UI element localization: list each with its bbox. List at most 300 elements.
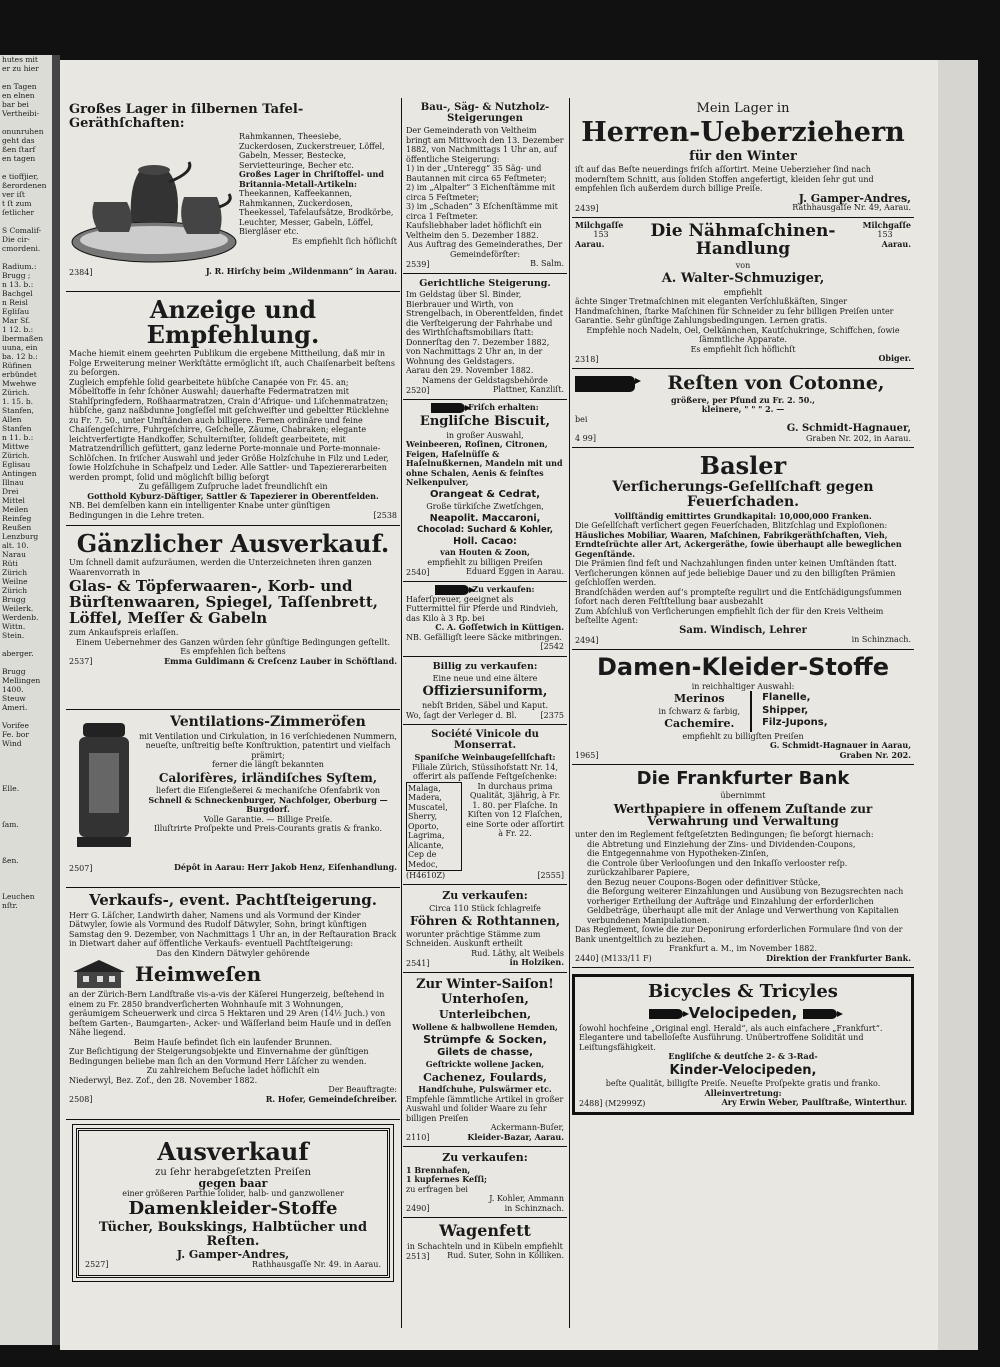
prev-page-line: Eglisau: [2, 460, 31, 469]
silver-teaset-illustration: [69, 132, 239, 267]
prev-page-line: Bachgel: [2, 289, 33, 298]
prev-page-line: er zu hier: [2, 64, 39, 73]
signature: G. Schmidt-Hagnauer in Aarau,: [770, 740, 911, 751]
ad-title: Zu verkaufen:: [442, 889, 528, 903]
signature: J. Gamper-Andres,: [798, 191, 911, 205]
newspaper-page: [60, 60, 978, 1350]
prev-page-line: Fe. bor: [2, 730, 29, 739]
prev-page-line: Illnau: [2, 478, 24, 487]
prev-page-line: [2, 865, 52, 874]
paragraph: Die Geſellſchaft verſichert gegen Feuerſchaden, Blitzſchlag und Exploſionen:: [575, 521, 888, 531]
prev-page-line: [2, 775, 52, 784]
line: gegen baar: [198, 1177, 268, 1191]
signature: B. Salm.: [530, 259, 564, 268]
ornamental-frame: [76, 1128, 390, 1278]
recommendation: Es empfiehlt ſich höflichſt: [292, 236, 397, 246]
prev-page-line: 1400.: [2, 685, 24, 694]
ad-cotton-remnants: [572, 369, 914, 448]
ad-timber-auction: [403, 98, 567, 274]
ad-basel-insurance: [572, 448, 914, 650]
address-left: [575, 221, 627, 250]
prev-page-line: [2, 658, 52, 667]
line: für den Winter: [689, 149, 797, 165]
prev-page-line: n 11. b.:: [2, 433, 34, 442]
paragraph: worunter prächtige Stämme zum Schneiden. Auskunft ertheilt: [406, 929, 541, 949]
paragraph: Alleinvertretung:: [704, 1087, 782, 1098]
pointing-hand-icon: [575, 376, 635, 392]
product-name: Calorifères, irländiſches Syſtem,: [158, 770, 378, 785]
prev-page-line: Drei: [2, 487, 19, 496]
prev-page-line: n 13. b.:: [2, 280, 34, 289]
prev-page-line: erbündet: [2, 370, 37, 379]
list-item: die Entgegennahme von Hypotheken-Zinſen,: [587, 849, 769, 859]
prev-page-line: [2, 757, 52, 766]
prev-page-line: hutes mit: [2, 55, 38, 64]
ad-title: Friſch erhalten:: [468, 401, 539, 412]
prev-page-line: Mellingen: [2, 676, 41, 685]
ad-number: 2490]: [406, 1204, 430, 1214]
prev-page-line: Vorifee: [2, 721, 29, 730]
column-rule: [401, 98, 402, 1328]
column-2: [403, 98, 567, 1330]
paragraph: Empfehle noch Nadeln, Oel, Oelkännchen, Kautſchukringe, Schiffchen, ſowie ſämmtliche Apparate.: [586, 325, 900, 345]
prev-page-line: aberger.: [2, 649, 34, 658]
prev-page-line: [2, 883, 52, 892]
prev-page-line: [2, 118, 52, 127]
address-right: [859, 221, 911, 250]
product-heading: Cachenez, Foulards,: [423, 1070, 547, 1084]
paragraph: Der Gemeinderath von Veltheim bringt am Mittwoch den 13. Dezember 1882, von Nachmittags 1 Uhr an, auf öffentliche Steigerung:: [406, 126, 564, 164]
prev-page-line: en Tagen: [2, 82, 37, 91]
prev-page-line: bar bei: [2, 100, 29, 109]
ad-number: 2318]: [575, 354, 599, 364]
ad-title: Gerichtliche Steigerung.: [419, 277, 551, 289]
prev-page-line: Wind: [2, 739, 22, 748]
ad-title: Zu verkaufen:: [472, 583, 535, 594]
place-date: Niederwyl, Bez. Zof., den 28. November 1882.: [69, 1075, 258, 1085]
offer-text: In durchaus prima Qualität, 3jährig, à Fr. 1. 80. per Flaſche. In Kiſten von 12 Flaſchen, eine Sorte oder aſſortirt à Fr. 22.: [466, 781, 564, 839]
line: übernimmt: [720, 791, 766, 801]
prev-page-line: Stanfen,: [2, 406, 34, 415]
address: in Schinznach.: [851, 635, 911, 645]
paragraph: van Houten & Zoon,: [440, 547, 530, 558]
paragraph: an der Zürich-Bern Landſtraße vis-a-vis der Käſerei Hungerzeig, beſtehend in einem zu Fr. 2850 brandverſicherten Wohnhauſe mit 3 Wohnungen, geräumigem Scheuerwerk und circa 5 Hektaren und 29 Aren (14½ Juch.) von beſtem Garten-, Baumgarten-, Acker- und Wäſſerland beim Hauſe und in deſſen Nähe liegend.: [69, 990, 392, 1038]
product-heading: Gilets de chasse,: [437, 1046, 533, 1058]
product-list: Weinbeeren, Roſinen, Citronen, Feigen, Haſelnüſſe & Haſelnußkernen, Mandeln mit und ohne Schalen, Aenis & feinſtes Nelkenpulver,: [406, 439, 563, 488]
paragraph: Illuſtrirte Proſpekte und Preis-Courants gratis & franko.: [153, 824, 383, 834]
ad-title: Bau-, Säg- & Nutzholz-Steigerungen: [420, 102, 550, 124]
pointing-hand-icon: [435, 585, 469, 595]
ad-title: Anzeige und Empfehlung.: [146, 295, 320, 350]
list-item: 1) in der „Unteregg“ 35 Säg- und Bautannen mit circa 65 Feſtmeter;: [406, 164, 547, 183]
prev-page-line: S Comalif-: [2, 226, 42, 235]
fabric-name: Cachemire.: [664, 717, 735, 731]
paragraph: Aarau den 29. November 1882.: [406, 366, 534, 376]
ad-silver-tableware: [66, 98, 400, 292]
column-rule: [569, 98, 570, 1328]
paragraph: ächte Singer Tretmaſchinen mit eleganten Verſchlußkäſten, Singer Handmaſchinen, ſtarke Maſchinen für Schneider zu ſehr billigen Preiſen unter Garantie. Sehr günſtige Zahlungsbedingungen. Lernen gratis.: [575, 297, 894, 326]
prev-page-line: [2, 163, 52, 172]
prev-page-line: Leuchen: [2, 892, 35, 901]
line: bei: [575, 414, 588, 424]
signature: Obiger.: [878, 353, 911, 364]
fabric-name: Filz-Jupons,: [762, 717, 828, 729]
ad-number: [2555]: [537, 871, 564, 881]
prev-page-line: [2, 748, 52, 757]
ad-officer-uniform: [403, 657, 567, 725]
prev-page-line: Lenzburg: [2, 532, 39, 541]
prev-page-line: Vertheibi-: [2, 109, 40, 118]
prev-page-line: en elnen: [2, 91, 35, 100]
product-heading: Föhren & Rothtannen,: [409, 914, 560, 929]
signature: G. Schmidt-Hagnauer,: [786, 423, 911, 435]
paragraph: empfiehlt zu billigen Preiſen: [427, 557, 543, 567]
signature: Emma Guldimann & Creſcenz Lauber in Schöftland.: [164, 655, 397, 666]
ad-biscuits: [403, 400, 567, 582]
signature: J. R. Hirſchy beim „Wildenmann“ in Aarau.: [205, 266, 397, 277]
paragraph: in Schachteln und in Kübeln empfiehlt: [407, 1241, 563, 1251]
ad-title: Verkaufs-, event. Pachtſteigerung.: [88, 891, 378, 909]
ad-number: 2541]: [406, 958, 430, 968]
signature: J. Gamper-Andres,: [176, 1248, 290, 1262]
prev-page-line: Steuw: [2, 694, 26, 703]
paragraph: Veltheim den 5. Dezember 1882.: [406, 230, 539, 240]
signature: Dépôt in Aarau: Herr Jakob Henz, Eiſenhandlung.: [173, 862, 397, 872]
ad-number: 2527]: [85, 1260, 109, 1270]
book-gutter: [52, 55, 60, 1345]
signature: in Schinznach.: [504, 1203, 564, 1213]
street: Milchgaſſe: [862, 219, 911, 230]
prev-page-line: geht das: [2, 136, 35, 145]
prev-page-line: ſam.: [2, 820, 19, 829]
item-list: Theekannen, Kaffeekannen, Rahmkannen, Zuckerdosen, Theekessel, Tafelaufsätze, Brodkörbe, Leuchter, Messer, Gabeln, Löffel, Biergläser etc.: [239, 189, 394, 237]
prev-page-line: [2, 802, 52, 811]
product-heading: Engliſche Biscuit,: [419, 413, 551, 429]
signature: Plattner, Kanzliſt.: [492, 385, 564, 395]
ad-title: Die Nähmaſchinen-Handlung: [650, 220, 836, 259]
paragraph: Volle Garantie. — Billige Preiſe.: [203, 814, 333, 824]
prev-page-line: Weilerk.: [2, 604, 34, 613]
ad-title: Zu verkaufen:: [442, 1151, 528, 1165]
subheading: Velocipeden,: [688, 1003, 798, 1022]
subheading: Spaniſche Weinbaugeſellſchaft:: [414, 752, 556, 763]
pointing-hand-icon: [431, 403, 465, 413]
prev-page-line: Allen: [2, 415, 22, 424]
ad-winter-season: [403, 973, 567, 1147]
property-name: Heimweſen: [135, 961, 262, 986]
signature: Direktion der Frankfurter Bank.: [766, 952, 911, 963]
paragraph: Die Prämien ſind feſt und Nachzahlungen finden unter keinen Umſtänden ſtatt.: [575, 559, 897, 569]
subheading: Kinder-Velocipeden,: [669, 1062, 817, 1078]
paragraph: liefert die Eiſengießerei & mechaniſche Ofenfabrik von: [156, 786, 380, 796]
wine-item: Oporto,: [408, 821, 439, 831]
nota-bene: NB. Gefälligſt leere Säcke mitbringen.: [406, 632, 562, 642]
paragraph: Wollene & halbwollene Hemden,: [412, 1021, 558, 1032]
paragraph: Wo, ſagt der Verleger d. Bl.: [406, 710, 517, 720]
stove-illustration: [69, 713, 139, 863]
prev-page-line: Brugg ;: [2, 271, 31, 280]
ad-number: 2508]: [69, 1095, 93, 1105]
ad-number: 2488] (M2999Z): [579, 1098, 646, 1108]
price-line: kleinere, " " " 2. —: [701, 404, 785, 415]
signature: Rud. Suter, Sohn in Kölliken.: [447, 1251, 564, 1261]
paragraph: beſte Qualität, billigſte Preiſe. Neueſte Proſpekte gratis und franko.: [605, 1079, 881, 1089]
paragraph: Zum Abſchluß von Verſicherungen empfiehlt ſich der für den Kreis Veltheim beſtellte Agent:: [575, 606, 884, 626]
subheading: Großes Lager in Chriſtoffel- und Britannia-Metall-Artikeln:: [239, 169, 384, 189]
ad-title: Großes Lager in ſilbernen Tafel-Geräthſchaften:: [69, 102, 304, 131]
prev-page-line: 1. 15. b.: [2, 397, 34, 406]
ad-title: Basler: [699, 451, 787, 481]
prev-page-line: [2, 640, 52, 649]
city: Aarau.: [881, 238, 911, 249]
prev-page-line: Reußen: [2, 523, 32, 532]
wine-item: Madera,: [408, 793, 442, 803]
prev-page-line: t ſt zum: [2, 199, 32, 208]
paragraph: zum Ankaufspreis erlaſſen.: [69, 628, 179, 638]
prev-page-line: ßen ſtarf: [2, 145, 36, 154]
ad-number: 2537]: [69, 657, 93, 667]
column-1: [66, 98, 400, 1330]
wine-item: Muscatel,: [408, 802, 448, 812]
paragraph: Engliſche & deutſche 2- & 3-Rad-: [668, 1051, 818, 1062]
prev-page-line: Narau: [2, 550, 26, 559]
paragraph: Handſchuhe, Pulswärmer etc.: [418, 1084, 552, 1095]
product-heading: Strümpfe & Socken,: [423, 1033, 547, 1047]
paragraph: Häusliches Mobiliar, Waaren, Maſchinen, Fabrikgeräthſchaften, Vieh, Erndteſrüchte aller Art, Ackergeräthe, ſowie überhaupt alle beweglichen Gegenſtände.: [575, 529, 902, 559]
prev-page-line: Meilen: [2, 505, 29, 514]
prev-page-line: Die cir-: [2, 235, 30, 244]
list-item: 1 kupfernes Keſſi;: [406, 1174, 487, 1185]
house-illustration: [69, 958, 129, 990]
ad-number: [2542: [540, 642, 564, 652]
ad-wagon-grease: [403, 1218, 567, 1265]
house-number: 153: [877, 230, 893, 240]
ad-number: 2110]: [406, 1133, 430, 1143]
signature: Gotthold Kyburz-Däſtiger, Sattler & Tapezierer in Oberentfelden.: [87, 490, 379, 501]
paragraph: Es empfiehlt ſich höflichſt: [690, 344, 796, 354]
list-item: die Beſorgung weiterer Einzahlungen und Ausübung von Bezugsrechten nach vorheriger Ertheilung der Aufträge und Einzahlung der erforderlichen Geldbeträge, überhaupt alle mit der Anlage und Verwerthung von Kapitalien verbundenen Manipulationen.: [587, 887, 904, 925]
prev-page-line: Reinfeg: [2, 514, 32, 523]
paragraph: Mache hiemit einem geehrten Publikum die ergebene Mittheilung, daß mir in Folge Erweiterung meiner Werkſtätte ermöglicht iſt, auch Chaiſenarbeit beſtens zu beſorgen.: [69, 349, 395, 378]
ad-title: Bicycles & Tricyles: [648, 981, 838, 1003]
product-heading: Orangeat & Cedrat,: [430, 488, 540, 500]
list-item: 2) im „Alpalter“ 3 Eichenſtämme mit circa 5 Feſtmeter;: [406, 183, 556, 202]
prev-page-line: ba. 12 b.:: [2, 352, 38, 361]
ad-number: 2439]: [575, 203, 599, 213]
paragraph: Herr G. Läſcher, Landwirth daher, Namens und als Vormund der Kinder Dätwyler, ſowie als Vormund des Rudolf Dätwyler, Sohn, bringt künftigen Samstag den 9. Dezember, von Nachmittags 1 Uhr an, in der Reſtauration Brack in Dietwart daher auf öffentliche Verkaufs- eventuell Pachtſteigerung:: [69, 910, 397, 949]
ad-title: Reſten von Cotonne,: [667, 371, 885, 394]
list-item: die Controle über Verlooſungen und den Inkaſſo verlooster reſp. zurückzahlbarer Papiere,: [587, 858, 848, 878]
shop-owner: A. Walter-Schmuziger,: [661, 271, 825, 287]
paragraph: Zur Beſichtigung der Steigerungsobjekte und Einvernahme der günſtigen Bedingungen beliebe man ſich an den Vormund Herr Läſcher zu wenden.: [69, 1047, 369, 1066]
prev-page-line: Mittel: [2, 496, 25, 505]
prev-page-line: onunruhen: [2, 127, 44, 136]
line: Mein Lager in: [696, 101, 790, 116]
product-heading: Holl. Cacao:: [453, 535, 517, 547]
prev-page-line: Zürich: [2, 568, 28, 577]
paragraph: Zugleich empfehle ſolid gearbeitete hübſche Canapée von Fr. 45. an; Möbelſtoffe in ſehr ſchöner Auswahl; dauerhafte Federmatratzen mit Stahlſpringfedern, Roßhaarmatratzen, Crain d’Afrique- und Liſchenmatratzen; hübſche, ganz naßbdunne Jongſeſſel mit geſchweifter und gebeltter Rücklehne zu Fr. 7. 50., unter Umſtänden auch billigere. Fernen ordinäre und feine Chaiſengeſchirre, Fuhrgeſchirre, Geſchelle, Zäume, Chabraken; elegante leichtverfertigte Handkoffer, Schulterniſter, ſolideſt gearbeitete, mit Matratzendrillich gefüttert, ganz lederne Porte-monnaie und Porte-monnaie-Schlöſchen. In friſcher Auswahl und jeder Größe Holzſchuhe in Filz und Leder, ſowie Holzſchuhe in Schafpelz und Leder. Alle Sattler- und Tapeziererarbeiten werden prompt, ſolid und möglichſt billig beſorgt: [69, 377, 390, 482]
paragraph: Einem Uebernehmer des Ganzen würden ſehr günſtige Bedingungen geſtellt.: [76, 637, 390, 647]
wine-item: Alicante,: [408, 840, 444, 850]
paragraph: zu erfragen bei: [406, 1184, 468, 1194]
prev-page-line: en tagen: [2, 154, 36, 163]
prev-page-line: Stanfen: [2, 424, 32, 433]
product-heading: Unterhoſen,: [441, 992, 529, 1008]
house-number: 153: [593, 230, 609, 240]
ad-property-auction: [66, 888, 400, 1120]
product-heading: Neapolit. Maccaroni,: [429, 512, 541, 524]
paragraph: unter den im Reglement feſtgeſetzten Bedingungen; ſie beſorgt hiernach:: [575, 830, 874, 840]
paragraph: Brandſchäden werden auf’s prompteſte regulirt und die Entſchädigungsſummen ſofort nach deren Feſtſtellung baar ausbezahlt: [575, 587, 902, 607]
prev-page-line: ßerordenen: [2, 181, 47, 190]
paragraph: Empfehle ſämmtliche Artikel in großer Auswahl und ſolider Waare zu ſehr billigen Preiſen: [406, 1094, 564, 1123]
ad-number: 1965]: [575, 751, 599, 761]
wine-list: [406, 782, 462, 872]
ad-number: 2540]: [406, 567, 430, 577]
ad-ausverkauf: [66, 1128, 400, 1330]
prev-page-line: Stein.: [2, 631, 25, 640]
prev-page-line: Zürich.: [2, 451, 30, 460]
ad-court-auction: [403, 274, 567, 400]
ad-number: 2507]: [69, 863, 93, 873]
prev-page-line: nſtr.: [2, 901, 18, 910]
paragraph: Zu zahlreichem Beſuche ladet höflichſt ein: [146, 1066, 320, 1076]
prev-page-line: alt. 10.: [2, 541, 29, 550]
wine-item: Sherry,: [408, 812, 438, 822]
prev-page-line: Mar Sf.: [2, 316, 31, 325]
pointing-hand-icon: [803, 1009, 837, 1019]
fabric-name: Shipper,: [762, 704, 809, 716]
prev-page-line: e tioffjier,: [2, 172, 39, 181]
line: zu ſehr herabgeſetzten Preiſen: [155, 1167, 311, 1179]
paragraph: mit Ventilation und Cirkulation, in 16 verſchiedenen Nummern, neueſte, unſtreitig beſte Konſtruktion, patentirt und vielfach prämirt;: [139, 731, 397, 760]
ad-bicycles: [572, 974, 914, 1115]
ad-title: Zur Winter-Saiſon!: [416, 976, 554, 992]
paragraph: Frankfurt a. M., im November 1882.: [669, 944, 817, 954]
address: Graben Nr. 202, in Aarau.: [805, 433, 911, 443]
wine-item: Lagrima,: [408, 831, 445, 841]
column-3: [572, 98, 914, 1330]
paragraph: ſowohl hochfeine „Original engl. Herald“, als auch einfachere „Frankfurt“. Elegantere und tabelloſeſte Ausführung. Unübertroffene Solidität und Leiſtungsfähigkeit.: [579, 1023, 883, 1052]
prev-page-line: [2, 874, 52, 883]
prev-page-line: Rüti: [2, 559, 18, 568]
prev-page-line: Rüfinen: [2, 361, 32, 370]
line: von: [735, 260, 751, 270]
product-heading: Damenkleider-Stoffe: [128, 1198, 338, 1220]
paragraph: J. Kohler, Ammann: [489, 1194, 564, 1204]
line: in reichhaltiger Auswahl:: [691, 681, 795, 691]
prev-page-line: Egliſau: [2, 307, 30, 316]
signature: R. Hofer, Gemeindeſchreiber.: [265, 1093, 397, 1104]
ad-title: Herren-Ueberziehern: [581, 117, 905, 148]
ad-number: 2494]: [575, 635, 599, 645]
prev-page-line: Mittwe: [2, 442, 29, 451]
prev-page-line: ver iſt: [2, 190, 25, 199]
signature: Eduard Eggen in Aarau.: [466, 567, 564, 577]
ad-frankfurt-bank: [572, 765, 914, 968]
prev-page-line: [2, 811, 52, 820]
prev-page-line: n Reisl: [2, 298, 28, 307]
prev-page-line: Weilne: [2, 577, 28, 586]
prev-page-line: [2, 847, 52, 856]
ad-ventilation-stoves: [66, 710, 400, 888]
product-heading: Offiziersuniform,: [422, 684, 548, 700]
prev-page-line: [2, 712, 52, 721]
ad-distilling-kettle: [403, 1147, 567, 1218]
list-item: 3) im „Schaden“ 3 Eſchenſtämme mit circa 1 Feſtmeter.: [406, 202, 558, 221]
prev-page-line: Zürich.: [2, 388, 30, 397]
paragraph: Eine neue und eine ältere: [432, 673, 538, 683]
ad-title: Ausverkauf: [157, 1137, 309, 1166]
prev-page-line: Ameri.: [2, 703, 28, 712]
wine-item: Cep de Medoc,: [408, 850, 438, 869]
paragraph: Geſtrickte wollene Jacken,: [425, 1059, 545, 1070]
signature: C. A. Goſſetwich in Küttigen.: [435, 622, 564, 633]
wine-item: Malaga,: [408, 783, 441, 793]
line: einer größeren Parthie ſolider, halb- und ganzwollener: [122, 1188, 344, 1198]
prev-page-line: Antingen: [2, 469, 37, 478]
address: Graben Nr. 202.: [839, 749, 911, 760]
ad-clearance-sale: [66, 526, 400, 710]
prev-page-line: Wittn.: [2, 622, 26, 631]
ad-ladies-dress-fabrics: [572, 650, 914, 766]
city: Aarau.: [575, 238, 605, 249]
ad-oat-chaff: [403, 582, 567, 657]
paragraph: Um ſchnell damit aufzuräumen, werden die Unterzeichneten ihren ganzen Waarenvorrath in: [69, 558, 372, 577]
fabric-note: in ſchwarz & farbig,: [658, 706, 741, 716]
ad-title: Damen-Kleider-Stoffe: [597, 652, 889, 681]
prev-page-line: [2, 838, 52, 847]
paragraph: Filiale Zürich, Stüssihofstatt Nr. 14, offerirt als paſſende Feſtgeſchenke:: [411, 762, 558, 782]
prev-page-line: [2, 766, 52, 775]
ad-number: 2513]: [406, 1251, 430, 1261]
prev-page-line: Brugg: [2, 595, 26, 604]
paragraph: Zu gefälligem Zuſpruche ladet freundlichſt ein: [138, 482, 328, 492]
prev-page-line: uuna, ein: [2, 343, 38, 352]
ad-number: 2384]: [69, 267, 93, 277]
prev-page-line: Brugg: [2, 667, 26, 676]
signature: Ary Erwin Weber, Paulſtraße, Winterthur.: [721, 1097, 907, 1108]
ad-pine-timber: [403, 885, 567, 973]
prev-page-line: Radium.:: [2, 262, 37, 271]
paragraph: in großer Auswahl,: [446, 430, 524, 440]
ad-number: [2538: [373, 511, 397, 521]
goods-list: Glas- & Töpferwaaren-, Korb- und Bürſtenwaaren, Spiegel, Taſſenbrett, Löffel, Meſſer & Gabeln: [69, 577, 379, 627]
ad-saddler-announcement: [66, 292, 400, 526]
paragraph: Das den Kindern Dätwyler gehörende: [156, 948, 310, 958]
maker: Schnell & Schneckenburger, Nachfolger, Oberburg — Burgdorf.: [148, 794, 388, 815]
signature: in Holziken.: [509, 957, 564, 968]
subheading: Werthpapiere in offenem Zuſtande zur Verwahrung und Verwaltung: [613, 801, 873, 829]
paragraph: Haferſpreuer, geeignet als Futtermittel für Pferde und Rindvieh, das Kilo à 3 Rp. bei: [406, 594, 559, 623]
prev-page-line: [2, 217, 52, 226]
line: empfiehlt: [723, 287, 763, 297]
prev-page-line: ſetlicher: [2, 208, 35, 217]
capital-line: Vollſtändig emittirtes Grundkapital: 10,000,000 Franken.: [614, 510, 872, 521]
product-list: Tücher, Boukskings, Halbtücher und Reſten.: [98, 1220, 368, 1249]
page-edge: [938, 60, 978, 1350]
paragraph: Rud. Läthy, alt Weibels: [471, 948, 564, 958]
ad-wine-society: [403, 725, 567, 885]
prev-page-line: 1 12. b.:: [2, 325, 34, 334]
paragraph: Im Geldstag über Sl. Binder, Bierbrauer und Wirth, von Strengelbach, in Oberentfelden, findet die Verſteigerung der Fahrhabe und des Wirthſchaftsmobiliars ſtatt: Donnerſtag den 7. Dezember 1882, von Nachmittags 2 Uhr an, in der Wohnung des Geldstagers.: [406, 290, 563, 366]
product-heading: Chocolad: Suchard & Kohler,: [417, 524, 553, 535]
previous-page-fragment: [0, 55, 52, 1345]
paragraph: Aus Auftrag des Gemeinderathes, Der Gemeindeförſter:: [407, 240, 563, 259]
prev-page-line: [2, 253, 52, 262]
reference-number: (H4610Z): [406, 871, 446, 881]
list-item: 1 Brennhafen,: [406, 1164, 471, 1175]
